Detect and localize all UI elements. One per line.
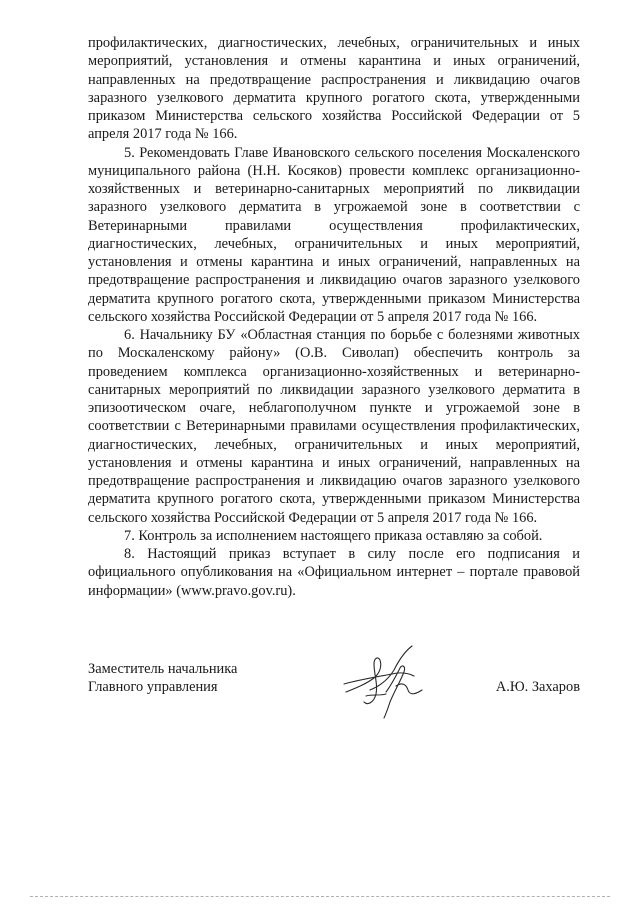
signatory-position <box>88 660 237 697</box>
signatory-position-line2: Главного управления <box>88 679 218 696</box>
signatory-position-line1: Заместитель начальника <box>88 661 238 677</box>
signature-block <box>88 660 580 720</box>
paragraph-8: 8. Настоящий приказ вступает в силу после его подписания и официального опубликования на «Официальном интернет – портале правовой информации» (www.pravo.gov.ru). <box>88 546 580 599</box>
page-bottom-edge <box>30 896 610 897</box>
handwritten-signature <box>336 640 426 720</box>
document-body <box>88 34 580 600</box>
signatory-name: А.Ю. Захаров <box>495 679 580 695</box>
paragraph-6: 6. Начальнику БУ «Областная станция по борьбе с болезнями животных по Москаленскому району» (О.В. Сиволап) обеспечить контроль за проведением комплекса организационно-хозяйственных и ветеринарно-санитарных мероприятий по ликвидации заразного узелкового дерматита в эпизоотическом очаге, неблагополучном пункте и угрожаемой зоне в соответствии с Ветеринарными правилами осуществления профилактических, диагностических, лечебных, ограничительных и иных мероприятий, установления и отмены карантина и иных ограничений, направленных на предотвращение распространения и ликвидацию очагов заразного узелкового дерматита крупного рогатого скота, утвержденными приказом Министерства сельского хозяйства Российской Федерации от 5 апреля 2017 года № 166. <box>88 327 580 526</box>
paragraph-7: 7. Контроль за исполнением настоящего приказа оставляю за собой. <box>124 527 543 544</box>
paragraph-continued: профилактических, диагностических, лечебных, ограничительных и иных мероприятий, установления и отмены карантина и иных ограничений, направленных на предотвращение распространения и ликвидацию очагов заразного узелкового дерматита крупного рогатого скота, утвержденными приказом Министерства сельского хозяйства Российской Федерации от 5 апреля 2017 года № 166. <box>88 35 580 143</box>
paragraph-5: 5. Рекомендовать Главе Ивановского сельского поселения Москаленского муниципального района (Н.Н. Косяков) провести комплекс организационно-хозяйственных и ветеринарно-санитарных мероприятий по ликвидации заразного узелкового дерматита в угрожаемой зоне в соответствии с Ветеринарными правилами осуществления профилактических, диагностических, лечебных, ограничительных и иных мероприятий, установления и отмены карантина и иных ограничений, направленных на предотвращение распространения и ликвидацию очагов заразного узелкового дерматита крупного рогатого скота, утвержденными приказом Министерства сельского хозяйства Российской Федерации от 5 апреля 2017 года № 166. <box>88 144 580 325</box>
